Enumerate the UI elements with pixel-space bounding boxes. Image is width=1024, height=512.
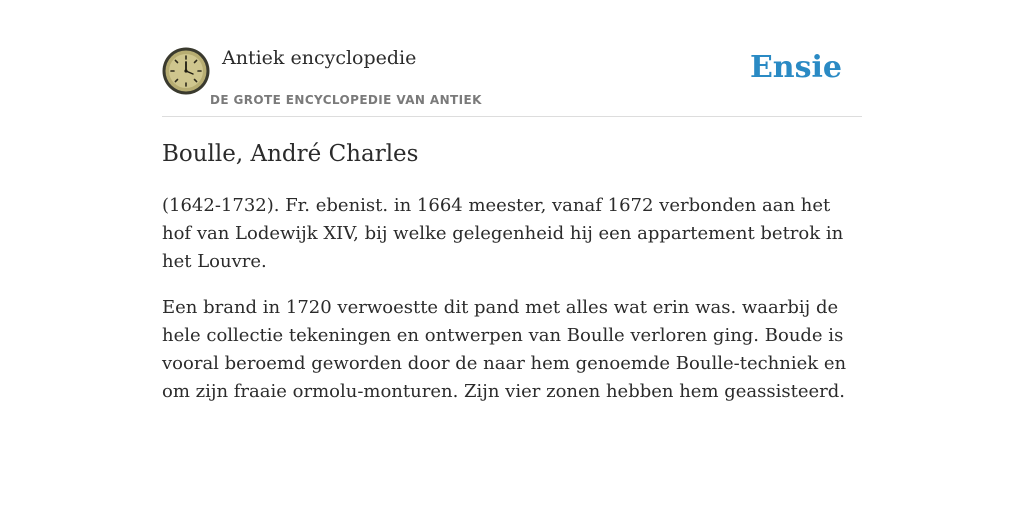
article-paragraph: Een brand in 1720 verwoestte dit pand met alles wat erin was. waarbij de hele collectie tekeningen en ontwerpen van Boulle verloren ging. Boude is vooral beroemd geworden door de naar hem genoemde Boulle-techniek en om zijn fraaie ormolu-monturen. Zijn vier zonen hebben hem geassisteerd. bbox=[162, 297, 847, 402]
article-body bbox=[162, 192, 862, 424]
page-title: Boulle, André Charles bbox=[162, 141, 419, 167]
brand-logo-link[interactable]: Ensie bbox=[749, 50, 842, 85]
site-title[interactable]: Antiek encyclopedie bbox=[222, 47, 417, 69]
antique-clock-icon[interactable] bbox=[162, 47, 210, 95]
site-header bbox=[162, 46, 862, 117]
site-subtitle: DE GROTE ENCYCLOPEDIE VAN ANTIEK bbox=[210, 93, 482, 107]
article-paragraph: (1642-1732). Fr. ebenist. in 1664 meester, vanaf 1672 verbonden aan het hof van Lodewijk XIV, bij welke gelegenheid hij een appartement betrok in het Louvre. bbox=[162, 195, 844, 272]
